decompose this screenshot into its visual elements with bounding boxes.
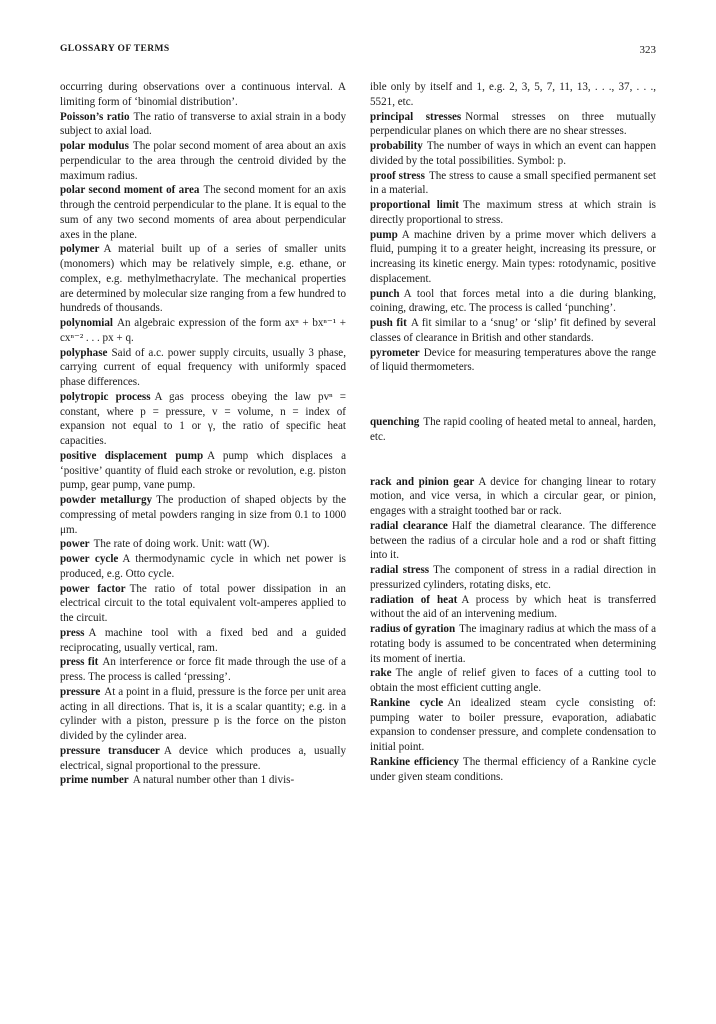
glossary-term: punch: [370, 287, 400, 300]
glossary-term: proof stress: [370, 169, 425, 182]
glossary-definition: The rate of doing work. Unit: watt (W).: [93, 538, 270, 551]
glossary-entry: [60, 493, 346, 537]
glossary-definition: A tool that forces metal into a die during blanking, coining, drawing, etc. The process is called ‘punching’.: [370, 287, 656, 315]
glossary-definition: The stress to cause a small specified permanent set in a material.: [370, 169, 657, 197]
glossary-entry: [60, 110, 346, 140]
glossary-definition: A gas process obeying the law pvⁿ = constant, where p = pressure, v = volume, n = index of expansion not equal to 1 or γ, the ratio of specific heat capacities.: [60, 390, 346, 447]
glossary-definition: The second moment for an axis through the centroid perpendicular to the plane. It is equal to the sum of any two second moments of area about perpendicular axes in the plane.: [60, 184, 347, 241]
glossary-entry: [370, 346, 656, 376]
page-header: [60, 44, 656, 58]
glossary-term: pressure: [60, 685, 101, 698]
glossary-term: polyphase: [60, 346, 108, 359]
glossary-definition: A device which produces a, usually electrical, signal proportional to the pressure.: [60, 744, 346, 772]
glossary-definition: occurring during observations over a continuous interval. A limiting form of ‘binomial distribution’.: [60, 81, 346, 108]
glossary-definition: A material built up of a series of smaller units (monomers) which may be relatively simple, e.g. ethane, or complex, e.g. methylmethacrylate. The mechanical properties are determined by molecular size ranging from a few hundred to hundreds of thousands.: [60, 243, 346, 315]
glossary-definition: A machine tool with a fixed bed and a guided reciprocating, usually vertical, ram.: [60, 626, 346, 654]
glossary-entry: [60, 537, 346, 552]
glossary-term: pressure transducer: [60, 744, 160, 757]
glossary-definition: ible only by itself and 1, e.g. 2, 3, 5, 7, 11, 13, . . ., 37, . . ., 5521, etc.: [370, 81, 656, 108]
glossary-definition: The number of ways in which an event can happen divided by the total possibilities. Symbol: p.: [370, 140, 656, 167]
glossary-definition: Half the diametral clearance. The difference between the radius of a circular hole and a rod or shaft fitting into it.: [370, 519, 657, 562]
glossary-entry: [370, 755, 656, 785]
glossary-entry: [60, 655, 346, 685]
glossary-term: Rankine cycle: [370, 696, 444, 709]
page-number: 323: [639, 44, 656, 56]
glossary-entry: [370, 139, 656, 169]
glossary-definition: The production of shaped objects by the compressing of metal powders ranging in size from 0.1 to 1000 μm.: [60, 494, 346, 536]
section-gap-q: [370, 375, 656, 415]
glossary-entry: [370, 563, 656, 593]
glossary-entry: [60, 316, 346, 346]
entries-r: [370, 475, 656, 785]
glossary-entry: [370, 475, 656, 519]
glossary-term: polytropic process: [60, 390, 151, 403]
glossary-entry: [370, 666, 656, 696]
glossary-entry: [370, 415, 656, 445]
glossary-definition: The angle of relief given to faces of a cutting tool to obtain the most efficient cutting angle.: [370, 667, 656, 694]
left-column: [60, 80, 346, 788]
glossary-term: push fit: [370, 317, 407, 329]
glossary-entry: [60, 685, 346, 744]
glossary-definition: Device for measuring temperatures above the range of liquid thermometers.: [370, 346, 656, 374]
glossary-term: power: [60, 538, 90, 551]
glossary-term: polar modulus: [60, 140, 129, 152]
glossary-definition: At a point in a fluid, pressure is the force per unit area acting in all directions. That is, it is a scalar quantity; e.g. in a cylinder with a piston, pressure p is the force on the piston divided by the cylinder area.: [60, 685, 346, 742]
glossary-term: rack and pinion gear: [370, 475, 475, 488]
glossary-definition: A process by which heat is transferred without the aid of an intervening medium.: [370, 593, 657, 621]
glossary-term: polar second moment of area: [60, 184, 200, 197]
glossary-definition: The rapid cooling of heated metal to anneal, harden, etc.: [370, 416, 656, 443]
glossary-entry: [60, 626, 346, 656]
right-column: [370, 80, 656, 784]
glossary-entry: [370, 696, 656, 755]
glossary-entry: [60, 183, 346, 242]
glossary-entry: [370, 169, 656, 199]
glossary-term: press: [60, 626, 85, 639]
glossary-definition: The component of stress in a radial direction in pressurized cylinders, rotating disks, etc.: [370, 564, 656, 591]
glossary-entry: [370, 228, 656, 287]
glossary-entry: [60, 346, 346, 390]
glossary-term: Rankine efficiency: [370, 755, 459, 768]
glossary-term: radius of gyration: [370, 623, 456, 635]
glossary-definition: The polar second moment of area about an axis perpendicular to the area through the centroid divided by the maximum radius.: [60, 140, 346, 182]
glossary-term: power cycle: [60, 553, 119, 565]
glossary-definition: A device for changing linear to rotary motion, and vice versa, in which a circular gear, or pinion, engages with a straight toothed bar or rack.: [370, 475, 657, 517]
glossary-term: powder metallurgy: [60, 494, 153, 506]
glossary-entry: [370, 593, 656, 623]
glossary-term: proportional limit: [370, 199, 459, 211]
glossary-definition: The thermal efficiency of a Rankine cycle under given steam conditions.: [370, 755, 656, 783]
glossary-definition: An algebraic expression of the form axⁿ + bxⁿ⁻¹ + cxⁿ⁻² . . . px + q.: [60, 317, 346, 344]
glossary-term: power factor: [60, 582, 126, 595]
glossary-definition: A machine driven by a prime mover which delivers a fluid, pumping it to a greater height, increasing its pressure, or increasing its kinetic energy. Main types: rotodynamic, positive displacement.: [370, 228, 656, 285]
glossary-entry: [60, 449, 346, 493]
glossary-term: principal stresses: [370, 110, 462, 123]
glossary-definition: A natural number other than 1 divis-: [132, 774, 295, 787]
glossary-term: positive displacement pump: [60, 449, 204, 462]
entries-left: [60, 80, 346, 788]
glossary-term: pump: [370, 228, 398, 241]
glossary-term: polynomial: [60, 317, 114, 329]
glossary-entry: [60, 80, 346, 110]
glossary-term: probability: [370, 140, 423, 152]
glossary-definition: Normal stresses on three mutually perpendicular planes on which there are no shear stresses.: [370, 110, 656, 138]
glossary-definition: The ratio of transverse to axial strain in a body subject to axial load.: [60, 110, 346, 138]
glossary-entry: [60, 552, 346, 582]
glossary-term: prime number: [60, 774, 129, 787]
glossary-term: radial stress: [370, 564, 430, 576]
glossary-entry: [370, 519, 656, 563]
glossary-entry: [60, 744, 346, 774]
glossary-entry: [370, 622, 656, 666]
glossary-definition: A thermodynamic cycle in which net power is produced, e.g. Otto cycle.: [60, 553, 346, 580]
running-head: GLOSSARY OF TERMS: [60, 44, 170, 54]
glossary-entry: [370, 110, 656, 140]
glossary-definition: The maximum stress at which strain is directly proportional to stress.: [370, 199, 656, 226]
glossary-term: radial clearance: [370, 519, 448, 532]
glossary-definition: A pump which displaces a ‘positive’ quantity of fluid each stroke or revolution, e.g. piston pump, gear pump, vane pump.: [60, 449, 347, 492]
glossary-definition: The imaginary radius at which the mass of a rotating body is assumed to be concentrated when determining its moment of inertia.: [370, 623, 656, 665]
glossary-term: radiation of heat: [370, 593, 458, 606]
glossary-term: polymer: [60, 243, 100, 256]
glossary-term: rake: [370, 667, 392, 680]
glossary-entry: [60, 773, 346, 788]
glossary-entry: [60, 139, 346, 183]
entries-q: [370, 415, 656, 445]
glossary-entry: [370, 316, 656, 346]
glossary-definition: An idealized steam cycle consisting of: pumping water to boiler pressure, evaporation, adiabatic expansion to condenser pressure, and complete condensation to initial point.: [370, 696, 656, 753]
glossary-term: Poisson’s ratio: [60, 110, 130, 123]
glossary-entry: [60, 390, 346, 449]
glossary-term: quenching: [370, 416, 420, 428]
glossary-definition: An interference or force fit made through the use of a press. The process is called ‘pressing’.: [60, 656, 346, 683]
glossary-entry: [370, 287, 656, 317]
glossary-entry: [370, 198, 656, 228]
section-gap-r: [370, 445, 656, 475]
glossary-term: pyrometer: [370, 346, 420, 359]
glossary-entry: [370, 80, 656, 110]
glossary-entry: [60, 242, 346, 316]
entries-p: [370, 80, 656, 375]
glossary-term: press fit: [60, 656, 99, 669]
glossary-definition: Said of a.c. power supply circuits, usually 3 phase, carrying current of equal frequency with uniformly spaced phase differences.: [60, 346, 346, 388]
glossary-entry: [60, 582, 346, 626]
glossary-definition: The ratio of total power dissipation in an electrical circuit to the total equivalent volt-amperes applied to the circuit.: [60, 582, 346, 624]
glossary-definition: A fit similar to a ‘snug’ or ‘slip’ fit defined by several classes of clearance in British and other standards.: [370, 317, 656, 344]
